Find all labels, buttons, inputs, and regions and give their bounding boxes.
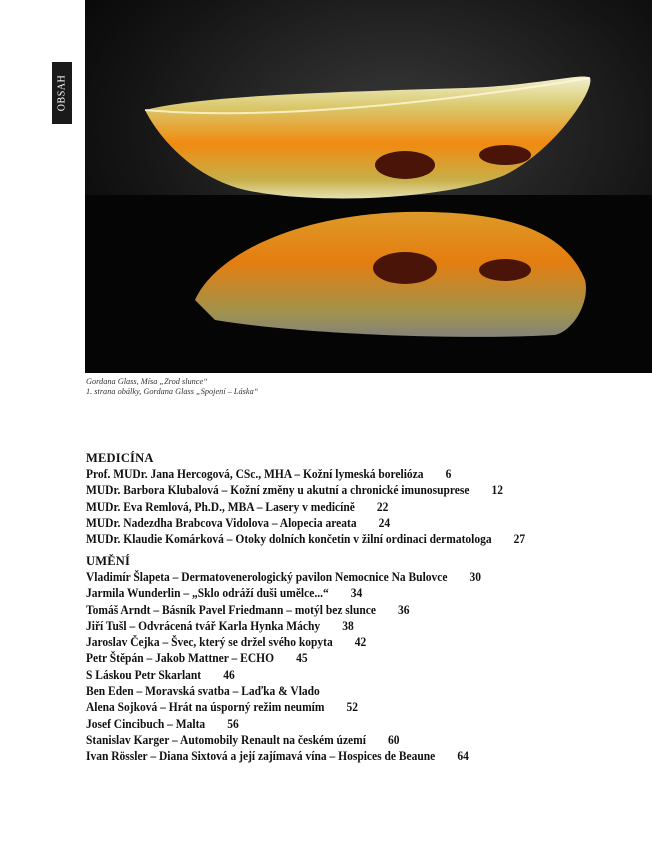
toc-item[interactable]: Petr Štěpán – Jakob Mattner – ECHO 45 (86, 651, 308, 666)
page-number: 38 (342, 618, 354, 633)
page-number: 60 (388, 732, 400, 747)
page-number: 30 (469, 570, 482, 584)
toc-item[interactable]: Alena Sojková – Hrát na úsporný režim neumím 52 (86, 700, 359, 715)
toc-item[interactable]: S Láskou Petr Skarlant 46 (86, 667, 235, 682)
page-number: 24 (378, 515, 391, 530)
toc-item[interactable]: Jaroslav Čejka – Švec, který se držel svého kopyta 42 (86, 635, 367, 650)
image-captions (86, 377, 258, 397)
page-number: 12 (491, 483, 504, 498)
page-number: 45 (296, 651, 308, 666)
toc-item[interactable]: Stanislav Karger – Automobily Renault na českém území 60 (86, 732, 400, 747)
toc-item[interactable]: Jiří Tušl – Odvrácená tvář Karla Hynka Máchy 38 (86, 618, 354, 633)
toc-item[interactable]: MUDr. Nadezdha Brabcova Vidolova – Alopecia areata 24 (86, 515, 391, 530)
toc-item[interactable]: Josef Cincibuch – Malta 56 (86, 716, 239, 731)
caption-line: 1. strana obálky, Gordana Glass „Spojení – Láska“ (86, 387, 259, 396)
caption-line: Gordana Glass, Mísa „Zrod slunce“ (86, 377, 208, 386)
toc-item[interactable]: Vladimír Šlapeta – Dermatovenerologický pavilon Nemocnice Na Bulovce 30 (86, 570, 482, 584)
toc-item[interactable]: MUDr. Klaudie Komárková – Otoky dolních končetin v žilní ordinaci dermatologa 27 (86, 532, 526, 547)
toc-item[interactable]: Prof. MUDr. Jana Hercogová, CSc., MHA – Kožní lymeská borelióza 6 (86, 467, 452, 481)
section-tab-label: OBSAH (56, 74, 68, 112)
toc-item[interactable]: Jarmila Wunderlin – „Sklo odráží duši umělce...“ 34 (86, 586, 363, 601)
section-heading: MEDICÍNA (86, 451, 154, 465)
section-heading: UMĚNÍ (86, 554, 131, 568)
page-number: 52 (346, 700, 359, 715)
page-number: 46 (223, 667, 235, 682)
page-number: 6 (445, 467, 452, 481)
page-number: 27 (513, 532, 526, 547)
page-number: 56 (227, 716, 239, 731)
cover-photo (85, 0, 652, 373)
toc-section-umeni (86, 554, 515, 765)
page-number: 42 (354, 635, 367, 650)
page-number: 64 (457, 749, 469, 764)
toc-item[interactable]: Ben Eden – Moravská svatba – Laďka & Vlado (86, 684, 320, 699)
toc-section-medicina (86, 451, 563, 547)
section-tab (52, 62, 72, 124)
glass-bowl-image (85, 0, 652, 373)
page-number: 34 (350, 586, 363, 601)
page-number: 22 (376, 499, 389, 514)
page-number: 36 (398, 602, 410, 617)
toc-item[interactable]: MUDr. Eva Remlová, Ph.D., MBA – Lasery v medicíně 22 (86, 499, 389, 514)
toc-item[interactable]: Ivan Rössler – Diana Sixtová a její zajímavá vína – Hospices de Beaune 64 (86, 749, 469, 764)
toc-item[interactable]: MUDr. Barbora Klubalová – Kožní změny u akutní a chronické imunosuprese 12 (86, 483, 504, 498)
toc-item[interactable]: Tomáš Arndt – Básník Pavel Friedmann – motýl bez slunce 36 (86, 602, 410, 617)
